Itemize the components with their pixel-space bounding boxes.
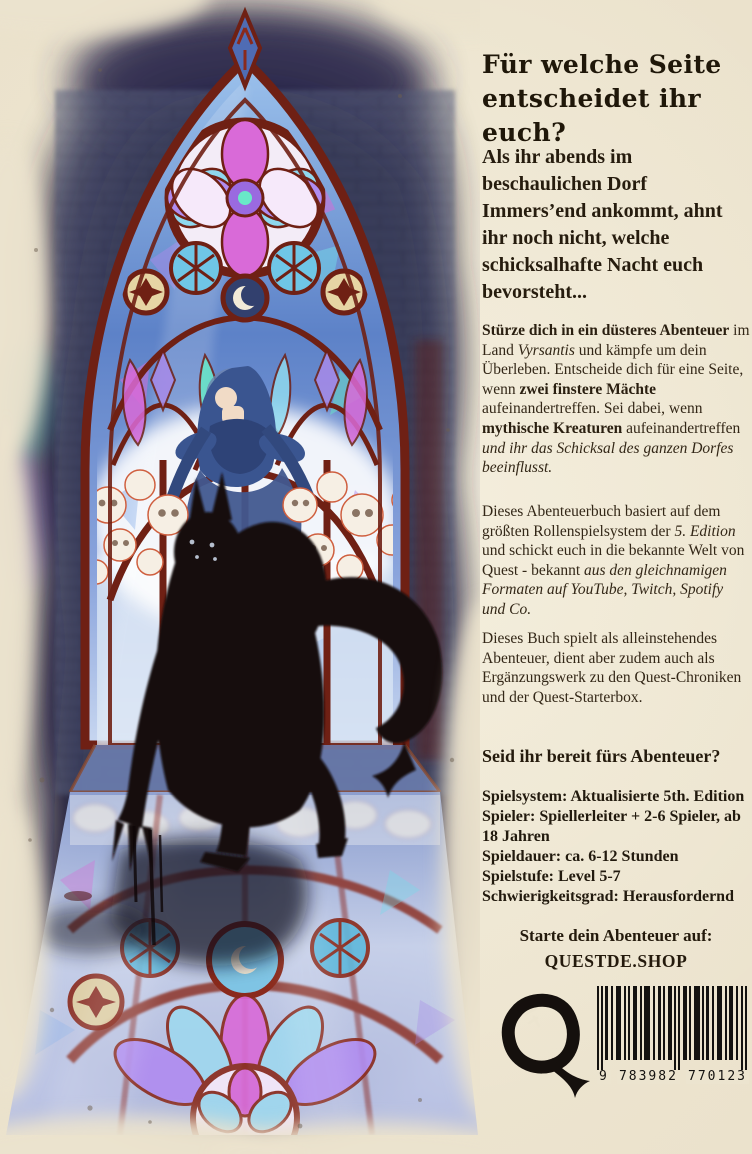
barcode-bars: [597, 986, 749, 1074]
spec-duration: Spieldauer: ca. 6-12 Stunden: [482, 848, 679, 865]
text-run: aufeinandertreffen: [622, 419, 741, 437]
text-run: 5. Edition: [674, 522, 736, 540]
text-run: mythische Kreaturen: [482, 419, 623, 437]
spec-system: Spielsystem: Aktualisierte 5th. Edition: [482, 788, 745, 805]
crescent-moon: [223, 276, 267, 320]
text-run: Vyrsantis: [517, 341, 575, 359]
standalone-paragraph: Dieses Buch spielt als alleinstehendes Abenteuer, dient aber zudem auch als Ergänzungswerk zu den Quest-Chroniken und der Quest-Starterbox.: [482, 630, 742, 706]
isbn-group-1: 783982: [618, 1069, 678, 1084]
isbn-prefix: 9: [599, 1069, 609, 1084]
text-run: Stürze dich in ein düsteres Abenteuer: [482, 322, 730, 339]
text-run: und ihr das Schicksal des ganzen Dorfes beeinflusst.: [482, 439, 734, 477]
text-run: zwei finstere Mächte: [519, 380, 657, 398]
q-logo-icon: [492, 982, 592, 1100]
spec-difficulty: Schwierigkeitsgrad: Herausfordernd: [482, 888, 734, 905]
text-run: und kämpfe um dein Überleben. Entscheide dich für eine Seite, wenn: [482, 341, 744, 398]
text-run: und schickt euch in die bekannte Welt von Quest - bekannt: [482, 542, 745, 579]
barcode-digits: [597, 1070, 749, 1084]
text-run: aus den gleichnamigen Formaten auf YouTube, Twitch, Spotify und Co.: [482, 561, 727, 618]
spec-level: Spielstufe: Level 5-7: [482, 868, 621, 885]
ready-question: Seid ihr bereit fürs Abenteuer?: [482, 746, 721, 766]
intro-paragraph: Als ihr abends im beschaulichen Dorf Immers’end ankommt, ahnt ihr noch nicht, welche schicksalhafte Nacht euch bevorsteht...: [482, 146, 723, 303]
cta-line: Starte dein Abenteuer auf:: [519, 926, 713, 945]
barcode: [597, 986, 749, 1084]
call-to-action: [482, 924, 750, 974]
page-title: [482, 48, 750, 150]
text-run: im Land: [482, 322, 750, 359]
title-line-1: Für welche Seite: [482, 50, 722, 79]
title-line-2: entscheidet ihr euch?: [482, 84, 701, 147]
shop-url: QUESTDE.SHOP: [544, 951, 688, 971]
isbn-group-2: 770123: [688, 1069, 747, 1084]
adventure-paragraph: [482, 321, 750, 478]
text-run: Dieses Abenteuerbuch basiert auf dem größten Rollenspielsystem der: [482, 503, 721, 540]
spec-players: Spieler: Spiellerleiter + 2-6 Spieler, ab 18 Jahren: [482, 808, 741, 845]
text-run: aufeinandertreffen. Sei dabei, wenn: [482, 400, 703, 418]
specs-list: [482, 787, 750, 907]
system-paragraph: [482, 502, 750, 620]
